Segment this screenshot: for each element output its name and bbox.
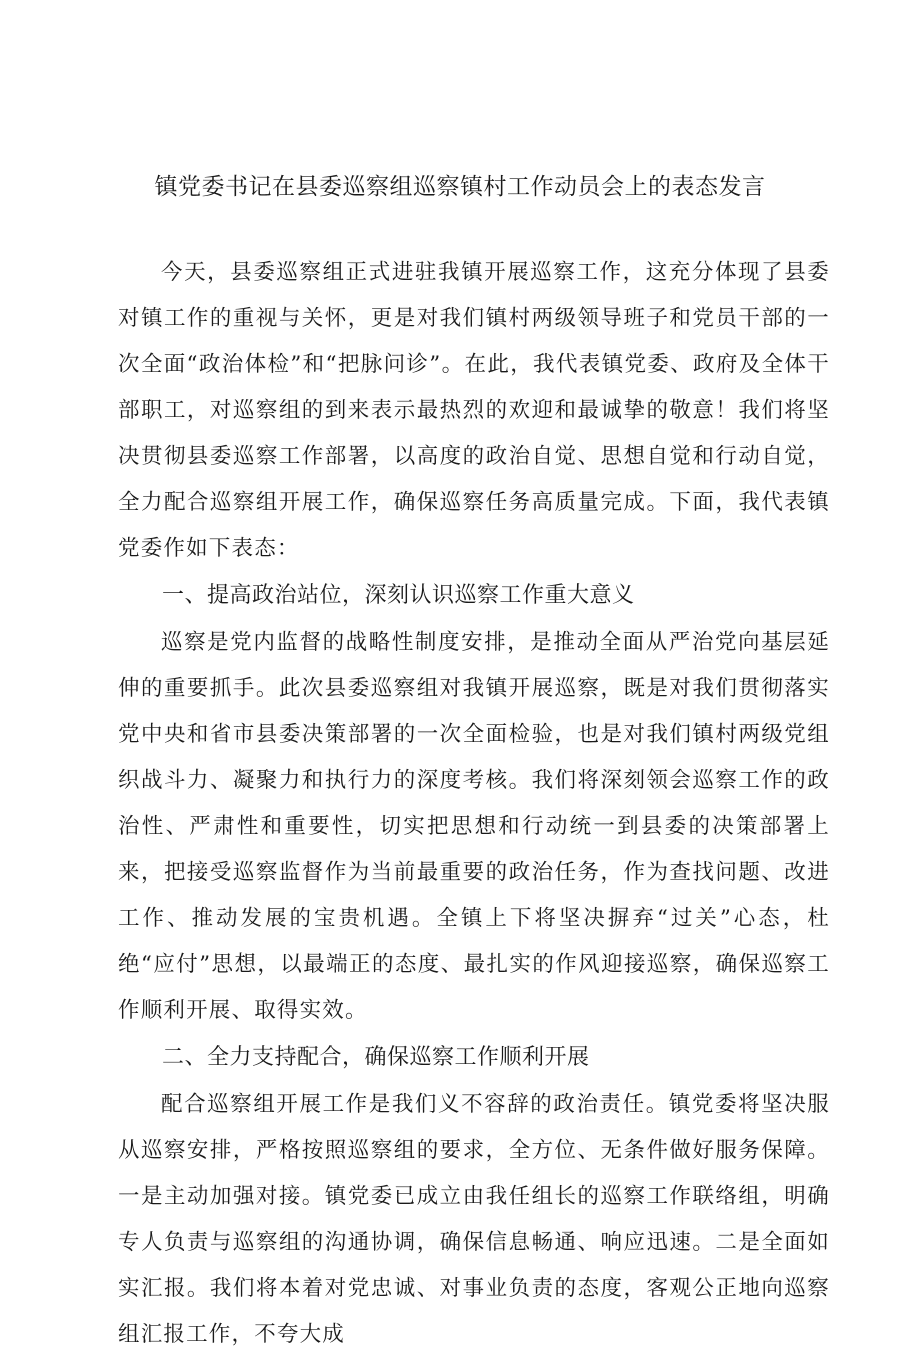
document-title: 镇党委书记在县委巡察组巡察镇村工作动员会上的表态发言 — [154, 174, 766, 200]
section-2-paragraph: 配合巡察组开展工作是我们义不容辞的政治责任。镇党委将坚决服从巡察安排，严格按照巡察组的要求，全方位、无条件做好服务保障。一是主动加强对接。镇党委已成立由我任组长的巡察工作联络组，明确专人负责与巡察组的沟通协调，确保信息畅通、响应迅速。二是全面如实汇报。我们将本着对党忠诚、对事业负责的态度，客观公正地向巡察组汇报工作，不夸大成 — [118, 1092, 830, 1347]
section-1-paragraph: 巡察是党内监督的战略性制度安排，是推动全面从严治党向基层延伸的重要抓手。此次县委巡察组对我镇开展巡察，既是对我们贯彻落实党中央和省市县委决策部署的一次全面检验，也是对我们镇村两级党组织战斗力、凝聚力和执行力的深度考核。我们将深刻领会巡察工作的政治性、严肃性和重要性，切实把思想和行动统一到县委的决策部署上来，把接受巡察监督作为当前最重要的政治任务，作为查找问题、改进工作、推动发展的宝贵机遇。全镇上下将坚决摒弃“过关”心态，杜绝“应付”思想，以最端正的态度、最扎实的作风迎接巡察，确保巡察工作顺利开展、取得实效。 — [118, 630, 830, 1023]
intro-paragraph: 今天，县委巡察组正式进驻我镇开展巡察工作，这充分体现了县委对镇工作的重视与关怀，更是对我们镇村两级领导班子和党员干部的一次全面“政治体检”和“把脉问诊”。在此，我代表镇党委、政府及全体干部职工，对巡察组的到来表示最热烈的欢迎和最诚挚的敬意！我们将坚决贯彻县委巡察工作部署，以高度的政治自觉、思想自觉和行动自觉，全力配合巡察组开展工作，确保巡察任务高质量完成。下面，我代表镇党委作如下表态： — [118, 260, 830, 561]
document-body — [118, 250, 830, 1358]
section-1-heading: 一、提高政治站位，深刻认识巡察工作重大意义 — [162, 583, 635, 608]
section-2-heading: 二、全力支持配合，确保巡察工作顺利开展 — [162, 1045, 590, 1070]
